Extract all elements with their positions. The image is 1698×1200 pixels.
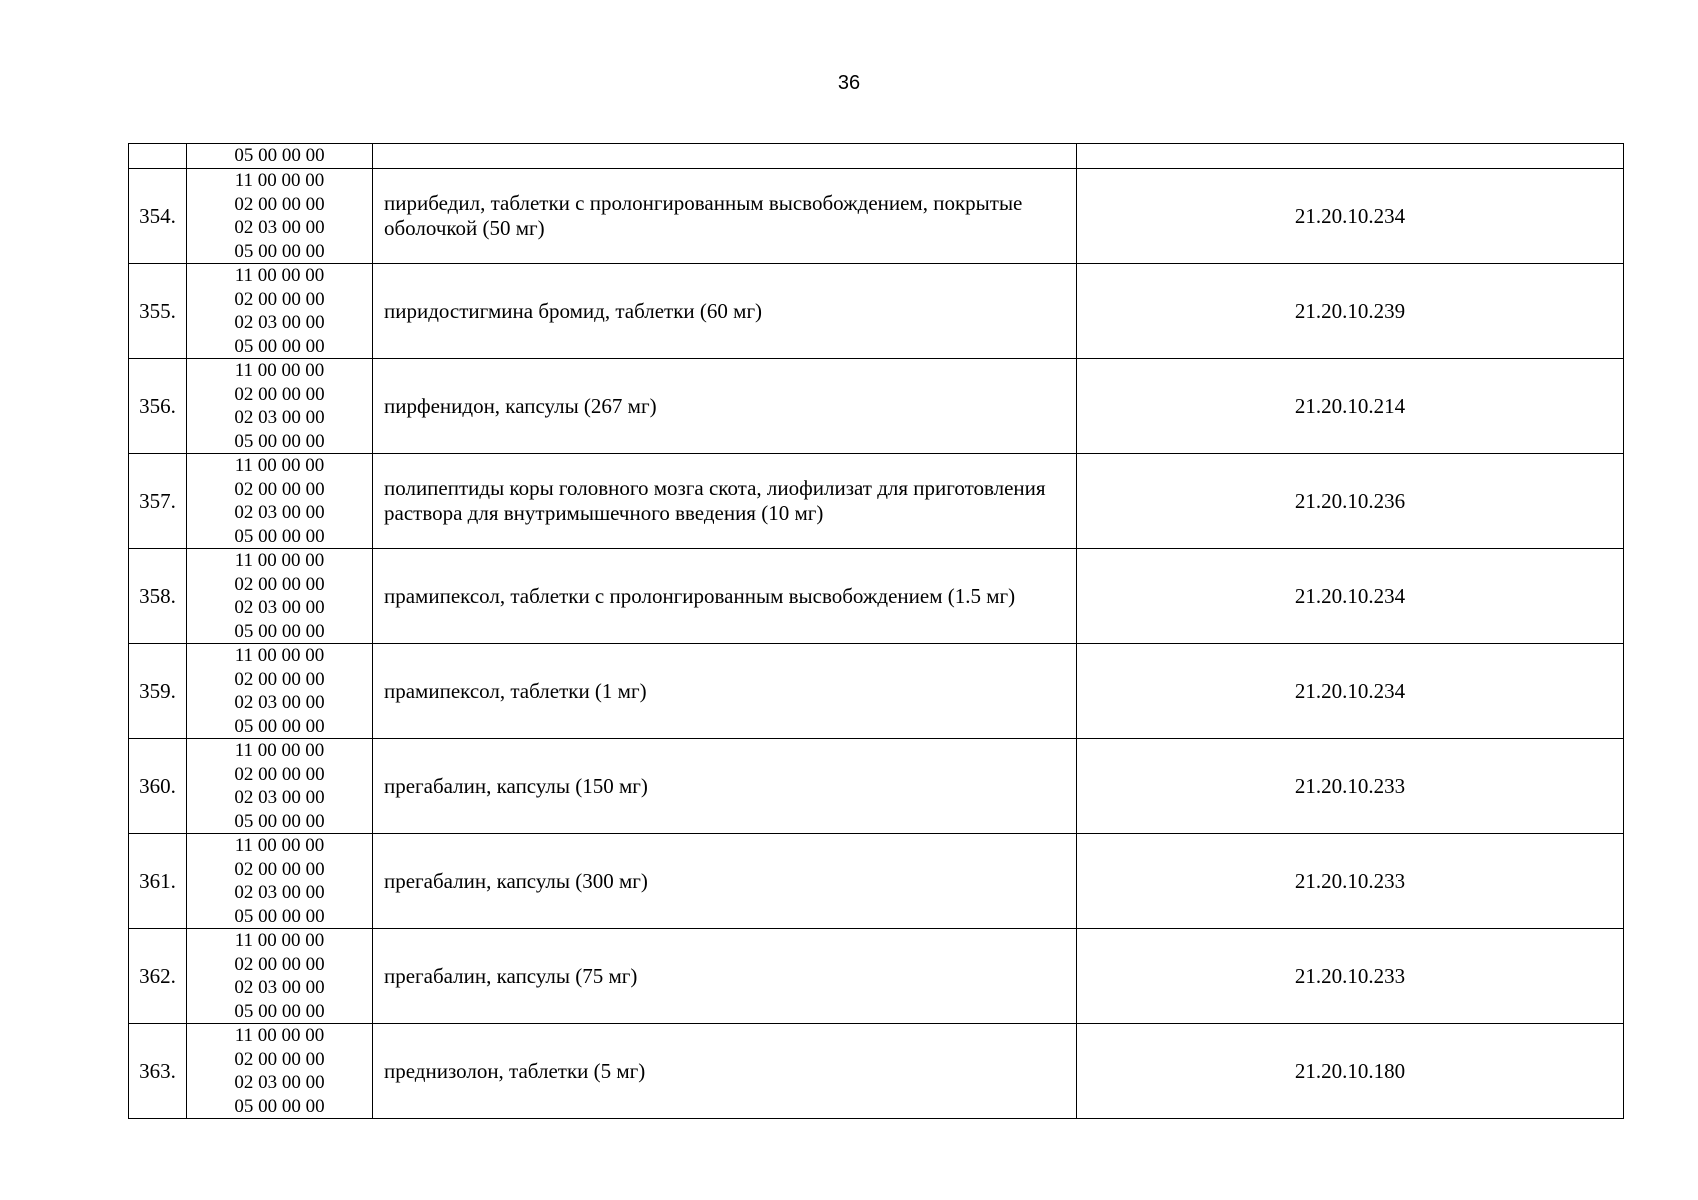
table-row	[129, 549, 1624, 644]
code-line: 05 00 00 00	[234, 1000, 325, 1022]
table-row	[129, 739, 1624, 834]
code-line: 02 03 00 00	[234, 312, 325, 333]
codes-cell	[187, 549, 373, 644]
codes-cell	[187, 264, 373, 359]
code-line: 02 03 00 00	[234, 217, 325, 238]
drug-name-cell: прамипексол, таблетки (1 мг)	[373, 644, 1077, 739]
codes-cell	[187, 644, 373, 739]
codes-cell	[187, 454, 373, 549]
code-line: 05 00 00 00	[234, 620, 325, 642]
okpd-code-cell	[1077, 144, 1624, 169]
codes-cell	[187, 359, 373, 454]
row-number-cell: 357.	[129, 454, 187, 549]
drug-name-cell	[373, 144, 1077, 169]
table-row	[129, 644, 1624, 739]
table-row	[129, 169, 1624, 264]
table-row	[129, 359, 1624, 454]
code-line: 02 03 00 00	[234, 787, 325, 808]
table-body	[129, 144, 1624, 1119]
row-number-cell: 363.	[129, 1024, 187, 1119]
row-number-cell: 362.	[129, 929, 187, 1024]
code-line: 02 03 00 00	[234, 597, 325, 618]
code-line: 11 00 00 00	[234, 550, 325, 571]
row-number-cell: 359.	[129, 644, 187, 739]
drug-name-cell: полипептиды коры головного мозга скота, лиофилизат для приготовления раствора для внутримышечного введения (10 мг)	[373, 454, 1077, 549]
code-line: 02 03 00 00	[234, 882, 325, 903]
drug-name-cell: пирфенидон, капсулы (267 мг)	[373, 359, 1077, 454]
codes-cell	[187, 144, 373, 169]
code-line: 02 00 00 00	[234, 1048, 325, 1070]
code-line: 02 00 00 00	[234, 763, 325, 785]
row-number-cell: 361.	[129, 834, 187, 929]
code-line: 11 00 00 00	[234, 265, 325, 286]
code-line: 05 00 00 00	[234, 240, 325, 262]
code-line: 11 00 00 00	[234, 1025, 325, 1046]
code-line: 11 00 00 00	[234, 930, 325, 951]
okpd-code-cell: 21.20.10.234	[1077, 549, 1624, 644]
code-line: 11 00 00 00	[234, 645, 325, 666]
table-row	[129, 1024, 1624, 1119]
okpd-code-cell: 21.20.10.214	[1077, 359, 1624, 454]
code-line: 02 00 00 00	[234, 383, 325, 405]
drug-name-cell: преднизолон, таблетки (5 мг)	[373, 1024, 1077, 1119]
codes-cell	[187, 169, 373, 264]
codes-cell	[187, 1024, 373, 1119]
row-number-cell: 360.	[129, 739, 187, 834]
okpd-code-cell: 21.20.10.236	[1077, 454, 1624, 549]
table-row	[129, 454, 1624, 549]
code-line: 11 00 00 00	[234, 740, 325, 761]
codes-cell	[187, 834, 373, 929]
code-line: 02 00 00 00	[234, 668, 325, 690]
okpd-code-cell: 21.20.10.233	[1077, 929, 1624, 1024]
okpd-code-cell: 21.20.10.180	[1077, 1024, 1624, 1119]
code-line: 05 00 00 00	[234, 715, 325, 737]
code-line: 05 00 00 00	[234, 905, 325, 927]
code-line: 02 03 00 00	[234, 1072, 325, 1093]
code-line: 02 03 00 00	[234, 502, 325, 523]
page-number: 36	[837, 72, 861, 94]
code-line: 11 00 00 00	[234, 360, 325, 381]
table-row	[129, 264, 1624, 359]
code-line: 02 03 00 00	[234, 692, 325, 713]
code-line: 02 03 00 00	[234, 407, 325, 428]
row-number-cell: 355.	[129, 264, 187, 359]
code-line: 11 00 00 00	[234, 455, 325, 476]
code-line: 11 00 00 00	[234, 835, 325, 856]
code-line: 02 00 00 00	[234, 858, 325, 880]
code-line: 05 00 00 00	[234, 525, 325, 547]
row-number-cell: 356.	[129, 359, 187, 454]
okpd-code-cell: 21.20.10.233	[1077, 739, 1624, 834]
okpd-code-cell: 21.20.10.234	[1077, 169, 1624, 264]
code-line: 05 00 00 00	[234, 335, 325, 357]
drug-name-cell: прегабалин, капсулы (75 мг)	[373, 929, 1077, 1024]
okpd-code-cell: 21.20.10.233	[1077, 834, 1624, 929]
drug-name-cell: пирибедил, таблетки с пролонгированным высвобождением, покрытые оболочкой (50 мг)	[373, 169, 1077, 264]
row-number-cell: 354.	[129, 169, 187, 264]
code-line: 05 00 00 00	[234, 810, 325, 832]
row-number-cell	[129, 144, 187, 169]
drug-list-table	[128, 143, 1624, 1119]
codes-cell	[187, 929, 373, 1024]
codes-cell	[187, 739, 373, 834]
code-line: 02 00 00 00	[234, 288, 325, 310]
code-line: 02 00 00 00	[234, 193, 325, 215]
code-line: 02 00 00 00	[234, 573, 325, 595]
code-line: 02 03 00 00	[234, 977, 325, 998]
table-row	[129, 929, 1624, 1024]
code-line: 11 00 00 00	[234, 170, 325, 191]
code-line: 05 00 00 00	[234, 430, 325, 452]
table-row	[129, 834, 1624, 929]
okpd-code-cell: 21.20.10.234	[1077, 644, 1624, 739]
drug-name-cell: прегабалин, капсулы (150 мг)	[373, 739, 1077, 834]
table-row-continued	[129, 144, 1624, 169]
drug-name-cell: прегабалин, капсулы (300 мг)	[373, 834, 1077, 929]
code-line: 05 00 00 00	[234, 1095, 325, 1117]
okpd-code-cell: 21.20.10.239	[1077, 264, 1624, 359]
row-number-cell: 358.	[129, 549, 187, 644]
code-line: 05 00 00 00	[234, 145, 325, 167]
code-line: 02 00 00 00	[234, 478, 325, 500]
code-line: 02 00 00 00	[234, 953, 325, 975]
drug-name-cell: прамипексол, таблетки с пролонгированным высвобождением (1.5 мг)	[373, 549, 1077, 644]
drug-name-cell: пиридостигмина бромид, таблетки (60 мг)	[373, 264, 1077, 359]
